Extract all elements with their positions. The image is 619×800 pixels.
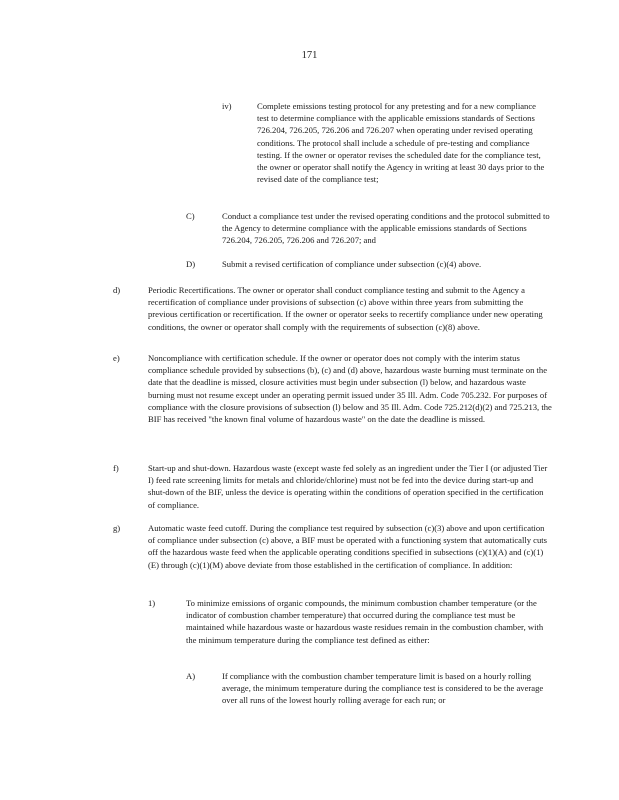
item-g1-label: 1) <box>148 598 156 608</box>
item-C-label: C) <box>186 211 195 221</box>
item-g1-text: To minimize emissions of organic compounds, the minimum combustion chamber temperature (or the indicator of combustion chamber temperature) that occurred during the compliance test must be maintained while hazardous waste or hazardous waste residues remain in the combustion chamber, with the minimum temperature during the compliance test defined as either: <box>186 598 544 645</box>
subsection-f-label: f) <box>113 463 119 473</box>
page-number: 171 <box>301 50 318 61</box>
item-iv-label: iv) <box>222 101 232 111</box>
subsection-d-text: Periodic Recertifications. The owner or operator shall conduct compliance testing and submit to the Agency a recertification of compliance under provisions of subsection (c) above within three years from submitting the previous certification or recertification. If the owner or operator seeks to recertify compliance under new operating conditions, the owner or operator shall comply with the requirements of subsection (c)(8) above. <box>148 285 543 332</box>
subsection-f-text: Start-up and shut-down. Hazardous waste (except waste fed solely as an ingredient under the Tier I (or adjusted Tier I) feed rate screening limits for metals and chloride/chlorine) must not be fed into the device during start-up and shut-down of the BIF, unless the device is operating within the conditions of operation specified in the certification of compliance. <box>148 463 548 510</box>
item-gA-text: If compliance with the combustion chamber temperature limit is based on a hourly rolling average, the minimum temperature during the compliance test is considered to be the average over all runs of the lowest hourly rolling average for each run; or <box>222 671 544 706</box>
subsection-d-label: d) <box>113 285 121 295</box>
subsection-e-text: Noncompliance with certification schedule. If the owner or operator does not comply with the interim status compliance schedule provided by subsections (b), (c) and (d) above, hazardous waste burning must terminate on the date that the deadline is missed, closure activities must begin under subsection (l) below, and hazardous waste burning must not resume except under an operating permit issued under 35 Ill. Adm. Code 705.232. For purposes of compliance with the closure provisions of subsection (l) below and 35 Ill. Adm. Code 725.212(d)(2) and 725.213, the BIF has received "the known final volume of hazardous waste" on the date the deadline is missed. <box>148 353 552 425</box>
subsection-g-label: g) <box>113 523 121 533</box>
subsection-g-text: Automatic waste feed cutoff. During the compliance test required by subsection (c)(3) above and upon certification of compliance under subsection (c) above, a BIF must be operated with a functioning system that automatically cuts off the hazardous waste feed when the applicable operating conditions specified in subsections (c)(1)(A) and (c)(1)(E) through (c)(1)(M) above deviate from those established in the certification of compliance. In addition: <box>148 523 548 570</box>
item-C-text: Conduct a compliance test under the revised operating conditions and the protocol submitted to the Agency to determine compliance with the applicable emissions standards of Sections 726.204, 726.205, 726.206 and 726.207; and <box>222 211 550 246</box>
item-D-text: Submit a revised certification of compliance under subsection (c)(4) above. <box>222 259 482 269</box>
item-iv-text: Complete emissions testing protocol for any pretesting and for a new compliance test to determine compliance with the applicable emissions standards of Sections 726.204, 726.205, 726.206 and 726.207 when operating under revised operating conditions. The protocol shall include a schedule of pre-testing and compliance testing. If the owner or operator revises the scheduled date for the compliance test, the owner or operator shall notify the Agency in writing at least 30 days prior to the revised date of the compliance test; <box>257 101 545 185</box>
subsection-e-label: e) <box>113 353 120 363</box>
item-gA-label: A) <box>186 671 196 681</box>
item-D-label: D) <box>186 259 196 269</box>
